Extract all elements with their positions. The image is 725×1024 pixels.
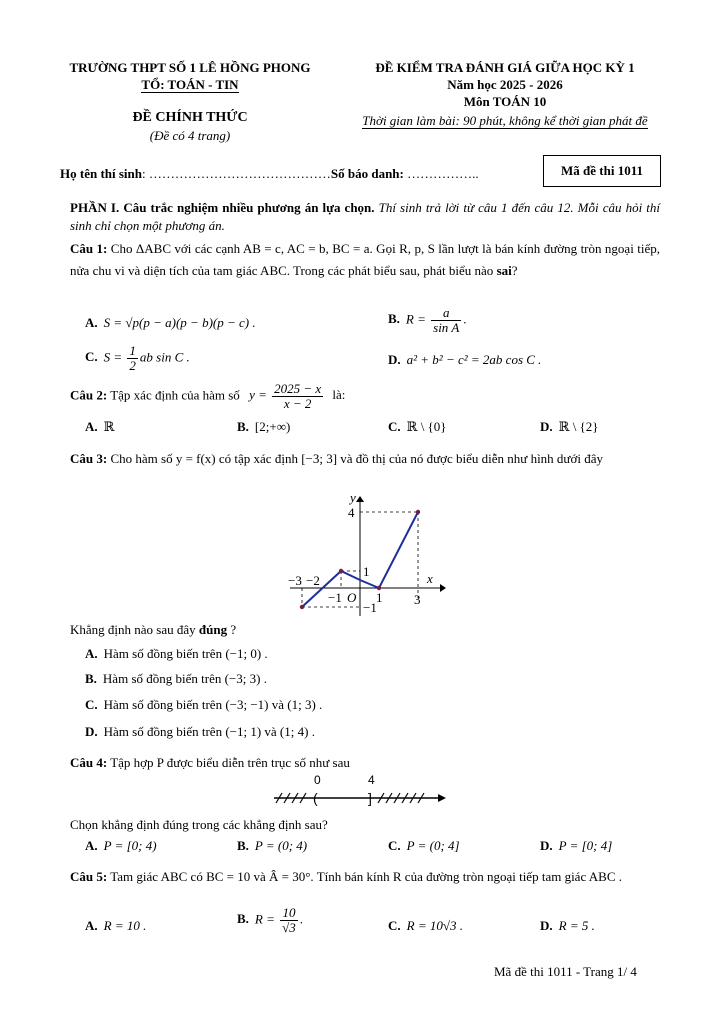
y-tick-minus-1: −1 [363, 600, 377, 615]
q1-option-c[interactable]: C. S = $\frac{1}{2}$ ab sin C . [85, 343, 190, 373]
y-axis-label: y [350, 490, 356, 505]
school-year: Năm học 2025 - 2026 [447, 77, 563, 92]
question-5: Câu 5: Tam giác ABC có BC = 10 và Â = 30°. Tính bán kính R của đường tròn ngoại tiếp tam giác ABC . [70, 869, 622, 884]
part1-heading: PHẦN I. Câu trắc nghiệm nhiều phương án lựa chọn. Thí sinh trả lời từ câu 1 đến câu 12. Mỗi câu hỏi thí sinh chỉ chọn một phương án. [70, 200, 660, 233]
official-label: ĐỀ CHÍNH THỨC [132, 110, 248, 125]
q5-option-d[interactable]: D. R = 5 . [540, 918, 595, 933]
q2-option-b[interactable]: B. [2;+∞) [237, 419, 291, 434]
exam-title: ĐỀ KIỂM TRA ĐÁNH GIÁ GIỮA HỌC KỲ 1 [375, 60, 635, 75]
tick-4-label: 4 [368, 773, 375, 787]
x-tick-minus-2: −2 [306, 573, 320, 588]
y-tick-1: 1 [363, 564, 370, 579]
page-footer: Mã đề thi 1011 - Trang 1/ 4 [494, 964, 637, 979]
q5-option-c[interactable]: C. R = 10√3 . [388, 918, 463, 933]
q2-option-a[interactable]: A. ℝ [85, 419, 115, 434]
subject: Môn TOÁN 10 [463, 94, 547, 109]
open-bracket: ( [313, 790, 318, 806]
student-info-line [60, 166, 479, 182]
graph-point-max [339, 569, 343, 573]
graph-point-start [300, 605, 304, 609]
q4-option-a[interactable]: A. P = [0; 4) [85, 838, 157, 853]
function-graph [280, 488, 450, 618]
tick-0-label: 0 [314, 773, 321, 787]
question-4: Câu 4: Tập hợp P được biểu diễn trên trục số như sau [70, 755, 350, 770]
x-tick-minus-3: −3 [288, 573, 302, 588]
name-label: Họ tên thí sinh [60, 166, 142, 181]
q2-option-c[interactable]: C. ℝ \ {0} [388, 419, 447, 434]
x-axis-arrow [440, 584, 446, 592]
q1-option-d[interactable]: D. a² + b² − c² = 2ab cos C . [388, 352, 542, 367]
exam-code-box: Mã đề thi 1011 [543, 155, 661, 187]
pages-note: (Đề có 4 trang) [149, 128, 231, 143]
q5-option-a[interactable]: A. R = 10 . [85, 918, 147, 933]
question-3-prompt: Khẳng định nào sau đây đúng ? [70, 622, 237, 637]
origin-label: O [347, 590, 357, 605]
q3-option-a[interactable]: A. Hàm số đồng biến trên (−1; 0) . [85, 646, 268, 661]
id-label: Số báo danh: [330, 166, 404, 181]
x-tick-3: 3 [414, 592, 421, 607]
id-dots[interactable]: …………….. [403, 166, 479, 181]
graph-point-end [416, 510, 420, 514]
question-2: Câu 2: Tập xác định của hàm số y = $\frac{2025 - x}{x - 2}$ là: [70, 381, 346, 411]
department: TỔ: TOÁN - TIN [141, 77, 239, 92]
question-1-label: Câu 1: [70, 241, 108, 256]
q3-option-c[interactable]: C. Hàm số đồng biến trên (−3; −1) và (1; 3) . [85, 697, 323, 712]
x-axis-label: x [427, 571, 433, 586]
q3-option-b[interactable]: B. Hàm số đồng biến trên (−3; 3) . [85, 671, 267, 686]
q4-option-b[interactable]: B. P = (0; 4) [237, 838, 308, 853]
y-axis-arrow [356, 496, 364, 502]
q3-option-d[interactable]: D. Hàm số đồng biến trên (−1; 1) và (1; 4) . [85, 724, 315, 739]
school-name: TRƯỜNG THPT SỐ 1 LÊ HỒNG PHONG [69, 60, 311, 75]
x-tick-1: 1 [376, 590, 383, 605]
number-line [270, 770, 450, 810]
question-3: Câu 3: Cho hàm số y = f(x) có tập xác định [−3; 3] và đồ thị của nó được biểu diễn như hình dưới đây [70, 451, 603, 466]
q5-option-b[interactable]: B. R = $\frac{10}{√3}$ . [237, 905, 304, 935]
q2-option-d[interactable]: D. ℝ \ {2} [540, 419, 599, 434]
question-1-text: Cho ΔABC với các cạnh AB = c, AC = b, BC = a. Gọi R, p, S lần lượt là bán kính đường tròn ngoại tiếp, nửa chu vi và diện tích của tam giác ABC. Trong các phát biểu sau, phát biểu nào [70, 241, 660, 278]
name-dots[interactable]: : …………………………………… [142, 166, 331, 181]
x-tick-minus-1: −1 [328, 590, 342, 605]
q4-option-c[interactable]: C. P = (0; 4] [388, 838, 460, 853]
question-1: Câu 1: Cho ΔABC với các cạnh AB = c, AC = b, BC = a. Gọi R, p, S lần lượt là bán kính đường tròn ngoại tiếp, nửa chu vi và diện tích của tam giác ABC. Trong các phát biểu sau, phát biểu nào sai? [70, 241, 660, 278]
question-1-bold: sai [496, 263, 512, 278]
question-4-prompt: Chọn khẳng định đúng trong các khẳng định sau? [70, 817, 328, 832]
close-bracket: ] [368, 790, 372, 806]
exam-time: Thời gian làm bài: 90 phút, không kể thời gian phát đề [362, 113, 648, 128]
axis-arrow [438, 794, 446, 802]
q1-option-b[interactable]: B. R = $\frac{a}{\text{sin A}}$ . [388, 305, 467, 335]
q1-option-a[interactable]: A. S = √p(p − a)(p − b)(p − c) . [85, 315, 256, 330]
q4-option-d[interactable]: D. P = [0; 4] [540, 838, 613, 853]
y-tick-4: 4 [348, 505, 355, 520]
